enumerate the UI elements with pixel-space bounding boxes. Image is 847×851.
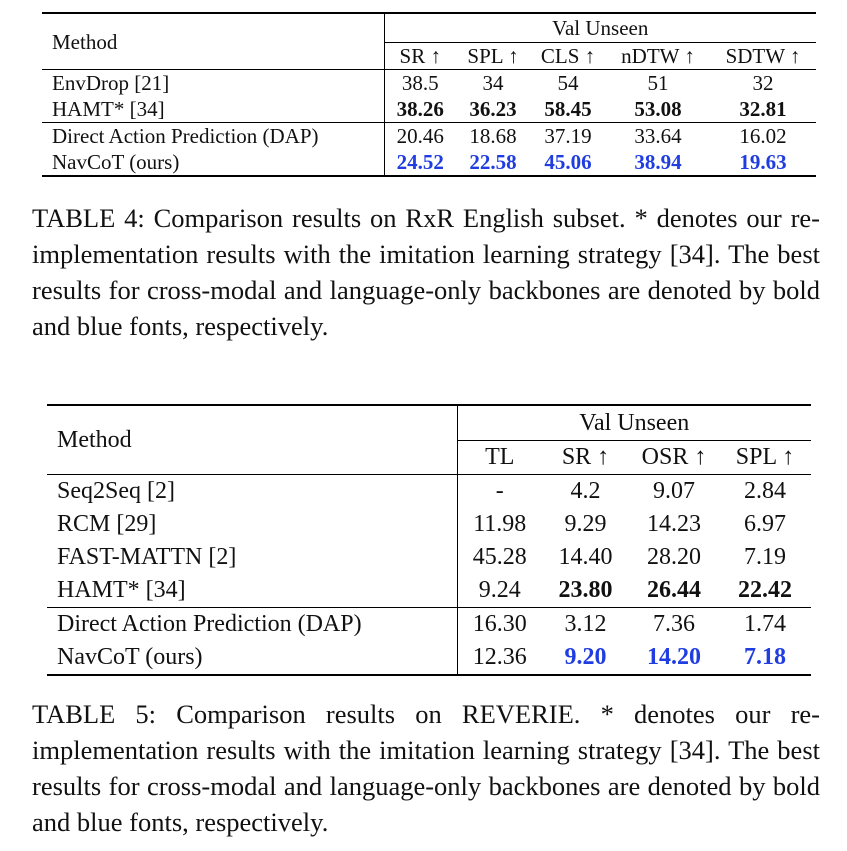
value-cell: 51 xyxy=(606,70,710,97)
table-row xyxy=(47,574,811,608)
value-cell: 16.02 xyxy=(710,123,816,150)
value-cell: 9.20 xyxy=(542,641,629,675)
value-cell: 38.5 xyxy=(384,70,456,97)
column-header: nDTW ↑ xyxy=(606,43,710,70)
table-5-caption: TABLE 5: Comparison results on REVERIE. * denotes our re-implementation results with the imitation learning strategy [34]. The best results for cross-modal and language-only backbones are denoted by bold and blue fonts, respectively. xyxy=(32,699,820,837)
value-cell: 32.81 xyxy=(739,97,787,121)
table-5 xyxy=(47,404,811,676)
method-cell: HAMT* [34] xyxy=(47,574,457,608)
method-cell: Seq2Seq [2] xyxy=(47,475,457,509)
method-cell: EnvDrop [21] xyxy=(42,70,384,97)
method-cell: FAST-MATTN [2] xyxy=(47,541,457,574)
table-row xyxy=(42,149,816,176)
table-4-caption: TABLE 4: Comparison results on RxR English subset. * denotes our re-implementation results with the imitation learning strategy [34]. The best results for cross-modal and language-only backbones are denoted by bold and blue fonts, respectively. xyxy=(32,203,820,341)
column-header: CLS ↑ xyxy=(530,43,606,70)
table-row xyxy=(47,508,811,541)
table-4 xyxy=(42,12,816,177)
table-row xyxy=(42,70,816,97)
value-cell: 6.97 xyxy=(744,511,786,537)
column-header: SR ↑ xyxy=(384,43,456,70)
table-row xyxy=(42,96,816,123)
value-cell: 37.19 xyxy=(530,123,606,150)
value-cell: 2.84 xyxy=(719,475,811,509)
value-cell: 38.94 xyxy=(606,149,710,176)
table-row xyxy=(47,475,811,509)
column-header: SDTW ↑ xyxy=(710,43,816,70)
value-cell: 12.36 xyxy=(457,641,542,675)
column-header: SR ↑ xyxy=(542,441,629,475)
value-cell: 19.63 xyxy=(710,149,816,176)
value-cell: 9.24 xyxy=(478,577,521,603)
group-header: Val Unseen xyxy=(384,13,816,43)
value-cell: 7.18 xyxy=(719,641,811,675)
value-cell: 54 xyxy=(530,70,606,97)
method-cell: Direct Action Prediction (DAP) xyxy=(42,123,384,150)
column-header: TL xyxy=(457,441,542,475)
value-cell: 16.30 xyxy=(457,608,542,642)
value-cell: 34 xyxy=(456,70,530,97)
value-cell: 45.28 xyxy=(472,544,527,570)
table-row xyxy=(42,123,816,150)
value-cell: 14.20 xyxy=(629,641,719,675)
method-cell: RCM [29] xyxy=(47,508,457,541)
value-cell: 9.07 xyxy=(629,475,719,509)
value-cell: 11.98 xyxy=(473,511,527,537)
method-cell: NavCoT (ours) xyxy=(47,641,457,675)
value-cell: 22.58 xyxy=(456,149,530,176)
value-cell: 7.36 xyxy=(629,608,719,642)
value-cell: 3.12 xyxy=(542,608,629,642)
value-cell: 7.19 xyxy=(744,544,786,570)
value-cell: 58.45 xyxy=(544,97,592,121)
method-header: Method xyxy=(42,13,384,70)
value-cell: 45.06 xyxy=(530,149,606,176)
value-cell: 24.52 xyxy=(384,149,456,176)
value-cell: 32 xyxy=(710,70,816,97)
value-cell: 14.40 xyxy=(558,544,613,570)
column-header: OSR ↑ xyxy=(629,441,719,475)
method-cell: HAMT* [34] xyxy=(42,96,384,123)
value-cell: 36.23 xyxy=(469,97,517,121)
value-cell: 1.74 xyxy=(719,608,811,642)
value-cell: 20.46 xyxy=(384,123,456,150)
method-cell: NavCoT (ours) xyxy=(42,149,384,176)
value-cell: 33.64 xyxy=(606,123,710,150)
value-cell: 9.29 xyxy=(564,511,607,537)
value-cell: 22.42 xyxy=(738,577,792,603)
group-header: Val Unseen xyxy=(457,405,811,441)
value-cell: 4.2 xyxy=(542,475,629,509)
table-row xyxy=(47,541,811,574)
value-cell: 14.23 xyxy=(647,511,701,537)
table-row xyxy=(47,641,811,675)
value-cell: 28.20 xyxy=(647,544,701,570)
value-cell: 26.44 xyxy=(647,577,701,603)
value-cell: 18.68 xyxy=(456,123,530,150)
method-cell: Direct Action Prediction (DAP) xyxy=(47,608,457,642)
value-cell: 38.26 xyxy=(396,97,444,121)
method-header: Method xyxy=(47,405,457,475)
table-row xyxy=(47,608,811,642)
column-header: SPL ↑ xyxy=(719,441,811,475)
column-header: SPL ↑ xyxy=(456,43,530,70)
value-cell: - xyxy=(457,475,542,509)
value-cell: 23.80 xyxy=(558,577,613,603)
value-cell: 53.08 xyxy=(634,97,682,121)
